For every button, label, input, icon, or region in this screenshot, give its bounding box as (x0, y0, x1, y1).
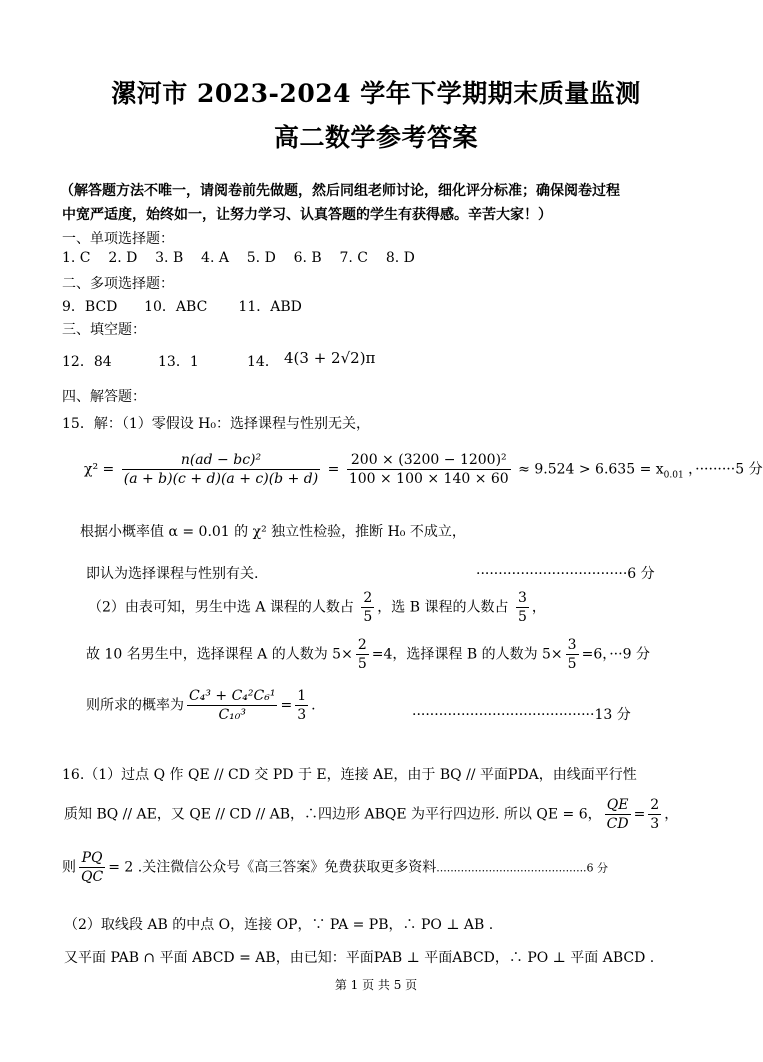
q15-line-7: 则所求的概率为 $\frac{\text{C₄³ + C₄²C₆¹}}{\text{C₁₀³}}$ = $\frac{1}{3}$ . (86, 688, 316, 723)
q16-line-2: 质知 BQ // AE，又 QE // CD // AB，∴四边形 ABQE 为平行四边形. 所以 QE = 6， $\frac{QE}{CD}$ = $\frac{2}{3}$ ， (64, 797, 679, 832)
q15-line-3: 根据小概率值 α = 0.01 的 χ² 独立性检验，推断 H₀ 不成立， (80, 524, 466, 540)
section-2-answers: 9．BCD 10．ABC 11．ABD (62, 299, 302, 315)
answer-12: 12．84 (62, 354, 112, 370)
score-13: ·········································13 分 (412, 707, 631, 723)
section-4-heading: 四、解答题： (62, 389, 146, 405)
probability-fraction: $\frac{\text{C₄³ + C₄²C₆¹}}{\text{C₁₀³}}$ (189, 688, 276, 723)
fraction-qe-cd: $\frac{QE}{CD}$ (606, 797, 629, 832)
page-title: 漯河市 2023-2024 学年下学期期末质量监测 (111, 79, 641, 108)
answer-14-expression: 4(3 + 2√2)π (284, 349, 376, 367)
chi-square-lhs: χ² = (84, 461, 115, 478)
chi-square-general-fraction: $\frac{\text{n(ad − bc)²}}{(a + b)(c + d)(a + c)(b + d)}$ (123, 452, 319, 487)
fraction-2-5: $\frac{2}{5}$ (363, 590, 373, 625)
q15-line-4: 即认为选择课程与性别有关. (86, 566, 259, 582)
section-1-heading: 一、单项选择题： (62, 231, 174, 247)
q16-line-5: 又平面 PAB ∩ 平面 ABCD = AB，由已知：平面PAB ⊥ 平面ABCD，∴ PO ⊥ 平面 ABCD . (64, 950, 655, 966)
answer-14-label: 14． (247, 354, 279, 370)
page-footer: 第 1 页 共 5 页 (334, 978, 418, 992)
score-6-dots: ...........................................6 分 (436, 861, 609, 875)
section-2-heading: 二、多项选择题： (62, 276, 174, 292)
instructions-line-2: 中宽严适度，始终如一，让努力学习、认真答题的学生有获得感。辛苦大家！） (62, 207, 552, 223)
instructions-line-1: （解答题方法不唯一，请阅卷前先做题，然后同组老师讨论，细化评分标准；确保阅卷过程 (60, 183, 620, 199)
critical-value-subscript: 0.01 (663, 470, 684, 481)
q15-part2-line: （2）由表可知，男生中选 A 课程的人数占 $\frac{2}{5}$ ，选 B 课程的人数占 $\frac{3}{5}$ ， (88, 590, 546, 625)
fraction-3-5: $\frac{3}{5}$ (567, 637, 577, 672)
q15-line-6: 故 10 名男生中，选择课程 A 的人数为 5× $\frac{2}{5}$ =4，选择课程 B 的人数为 5× $\frac{3}{5}$ =6，···9 分 (86, 637, 650, 672)
q16-line-3: 则 $\frac{PQ}{QC}$ = 2 .关注微信公众号《高三答案》免费获取更多资料...........................................6 分 (62, 850, 609, 885)
section-1-answers: 1. C 2. D 3. B 4. A 5. D 6. B 7. C 8. D (62, 250, 415, 266)
fraction-2-5: $\frac{2}{5}$ (357, 637, 367, 672)
answer-13: 13．1 (158, 354, 199, 370)
q16-line-1: 16.（1）过点 Q 作 QE // CD 交 PD 于 E，连接 AE，由于 BQ // 平面PDA，由线面平行性 (62, 767, 637, 783)
score-6: ··································6 分 (476, 566, 655, 582)
chi-square-numeric-fraction: $\frac{\text{200 × (3200 − 1200)²}}{100 \times 100 \times 140 \times 60}$ (348, 452, 509, 487)
page-subtitle: 高二数学参考答案 (273, 123, 478, 152)
q16-line-4: （2）取线段 AB 的中点 O，连接 OP，∵ PA = PB，∴ PO ⊥ AB . (64, 917, 494, 933)
q15-intro: 15．解：（1）零假设 H₀：选择课程与性别无关， (62, 416, 370, 432)
fraction-3-5: $\frac{3}{5}$ (517, 590, 527, 625)
score-5: ，·········5 分 (688, 461, 763, 478)
fraction-pq-qc: $\frac{PQ}{QC}$ (81, 850, 104, 885)
section-3-heading: 三、填空题： (62, 322, 146, 338)
chi-square-result: ≈ 9.524 > 6.635 = x (518, 461, 664, 478)
q15-chi-formula: χ² = $\frac{\text{n(ad − bc)²}}{(a + b)(c + d)(a + c)(b + d)}$ = $\frac{\text{200 × (3200 − 1200)²}}{100 \times 100 \times 140 \times 60}$ ≈ $9.524 > 6.635 = x_{0.01}$ ，·········5 分 (84, 452, 763, 487)
fraction-2-3: $\frac{2}{3}$ (650, 797, 660, 832)
fraction-1-3: $\frac{1}{3}$ (297, 688, 307, 723)
